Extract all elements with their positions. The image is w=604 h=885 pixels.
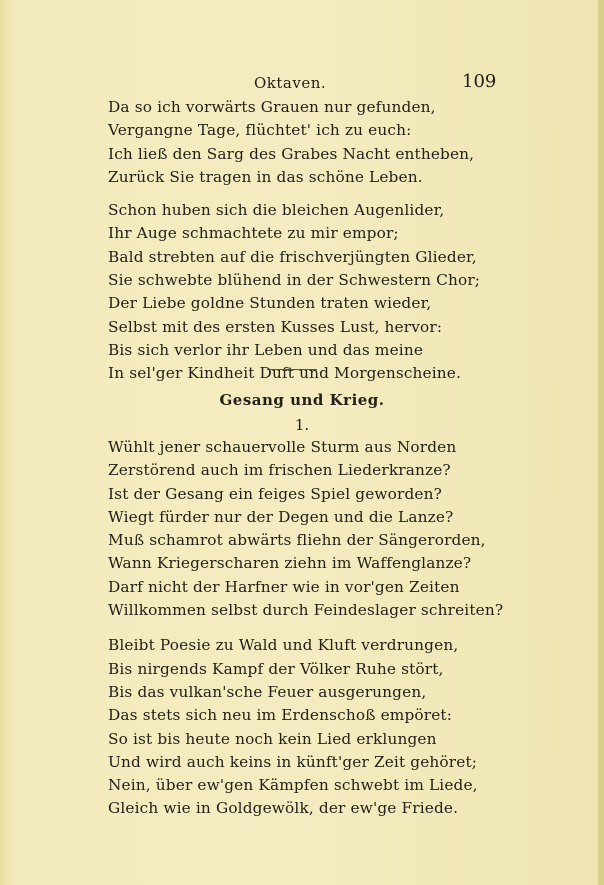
stanza bbox=[108, 634, 558, 820]
verse-line: So ist bis heute noch kein Lied erklungen bbox=[108, 729, 437, 748]
verse-line: In sel'ger Kindheit Duft und Morgenscheine. bbox=[108, 364, 462, 383]
verse-line: Willkommen selbst durch Feindeslager schreiten? bbox=[108, 601, 504, 620]
verse-line: Und wird auch keins in künft'ger Zeit gehöret; bbox=[108, 752, 478, 771]
verse-line: Bald strebten auf die frischverjüngten Glieder, bbox=[108, 247, 477, 266]
stanza bbox=[108, 199, 548, 385]
verse-line: Bis das vulkan'sche Feuer ausgerungen, bbox=[108, 682, 427, 701]
verse-line: Wühlt jener schauervolle Sturm aus Norden bbox=[108, 438, 457, 456]
verse-line: Ist der Gesang ein feiges Spiel geworden? bbox=[108, 484, 442, 503]
running-head bbox=[0, 71, 604, 94]
verse-line: Zerstörend auch im frischen Liederkranze? bbox=[108, 461, 451, 480]
poem-body bbox=[108, 436, 558, 833]
verse-line: Wann Kriegerscharen ziehn im Waffenglanze? bbox=[108, 554, 472, 573]
poem-part-number: 1. bbox=[294, 416, 310, 434]
verse-line: Ihr Auge schmachtete zu mir empor; bbox=[108, 224, 399, 243]
verse-line: Bleibt Poesie zu Wald und Kluft verdrungen, bbox=[108, 636, 459, 655]
page-number: 109 bbox=[462, 71, 497, 92]
verse-line: Da so ich vorwärts Grauen nur gefunden, bbox=[108, 98, 436, 116]
running-head-title: Oktaven. bbox=[254, 74, 327, 92]
stanza bbox=[108, 96, 548, 189]
verse-line: Bis nirgends Kampf der Völker Ruhe stört, bbox=[108, 659, 444, 678]
stanza bbox=[108, 436, 558, 622]
section-divider bbox=[267, 369, 317, 370]
verse-line: Wiegt fürder nur der Degen und die Lanze? bbox=[108, 507, 454, 526]
verse-line: Selbst mit des ersten Kusses Lust, hervor: bbox=[108, 317, 443, 336]
page-edge-shadow bbox=[598, 0, 604, 885]
verse-line: Nein, über ew'gen Kämpfen schwebt im Liede, bbox=[108, 776, 478, 795]
continued-poem bbox=[108, 96, 548, 396]
verse-line: Bis sich verlor ihr Leben und das meine bbox=[108, 340, 424, 359]
verse-line: Sie schwebte blühend in der Schwestern Chor; bbox=[108, 271, 481, 290]
verse-line: Ich ließ den Sarg des Grabes Nacht entheben, bbox=[108, 144, 475, 163]
verse-line: Muß schamrot abwärts fliehn der Sängerorden, bbox=[108, 531, 486, 550]
verse-line: Vergangne Tage, flüchtet' ich zu euch: bbox=[108, 121, 412, 140]
verse-line: Schon huben sich die bleichen Augenlider, bbox=[108, 201, 445, 220]
verse-line: Gleich wie in Goldgewölk, der ew'ge Friede. bbox=[108, 799, 459, 818]
verse-line: Zurück Sie tragen in das schöne Leben. bbox=[108, 167, 423, 186]
verse-line: Der Liebe goldne Stunden traten wieder, bbox=[108, 294, 432, 313]
poem-title: Gesang und Krieg. bbox=[219, 391, 385, 409]
verse-line: Darf nicht der Harfner wie in vor'gen Zeiten bbox=[108, 577, 460, 596]
verse-line: Das stets sich neu im Erdenschoß empöret: bbox=[108, 706, 453, 725]
